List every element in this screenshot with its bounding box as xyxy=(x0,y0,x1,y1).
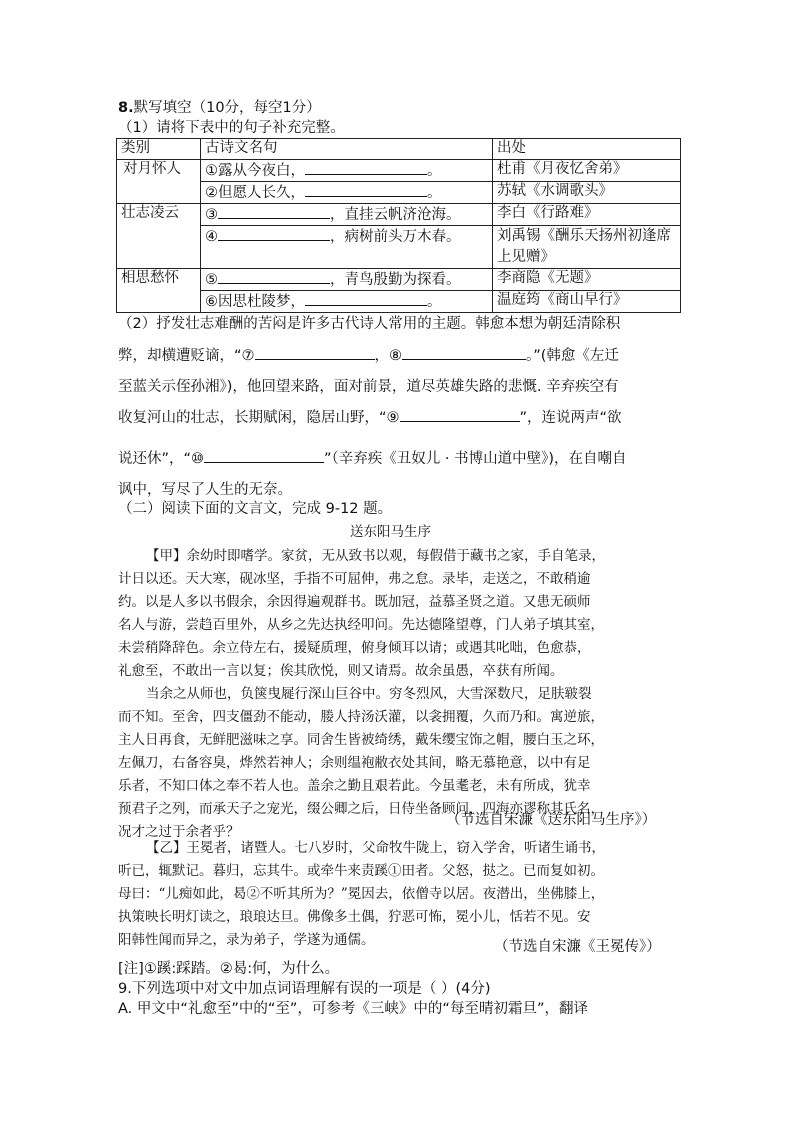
header-source: 出处 xyxy=(493,139,681,160)
classical-text-title: 送东阳马生序 xyxy=(350,524,431,540)
header-category: 类别 xyxy=(117,139,201,160)
jia-line: 而不知。至舍，四支僵劲不能动，媵人持汤沃灌，以衾拥覆，久而乃和。寓逆旅， xyxy=(118,709,604,725)
verse-cell: ③ ，直挂云帆济沧海。 xyxy=(201,204,493,226)
q8-title: 默写填空 xyxy=(133,100,192,116)
jia-line: 名人与游，尝趋百里外，从乡之先达执经叩问。先达德隆望尊，门人弟子填其室， xyxy=(118,617,604,633)
category-cell: 对月怀人 xyxy=(117,160,201,204)
question-9: 9.下列选项中对文中加点词语理解有误的一项是（ ）(4分) xyxy=(118,981,491,997)
question-9-option-a: A. 甲文中“礼愈至”中的“至”，可参考《三峡》中的“每至晴初霜旦”，翻译 xyxy=(118,1001,588,1017)
verse-cell: ⑥因思杜陵梦， 。 xyxy=(201,291,493,313)
q8-part1-instruction: （1）请将下表中的句子补充完整。 xyxy=(118,120,345,136)
answer-blank-4[interactable] xyxy=(218,226,330,241)
jia-line: 预君子之列，而承天子之宠光，缀公卿之后，日侍坐备顾问，四海亦谬称其氏名， xyxy=(118,801,604,817)
yi-line: 【乙】王冕者，诸暨人。七八岁时，父命牧牛陇上，窃入学舍，听诸生诵书， xyxy=(146,840,605,856)
table-row xyxy=(117,269,681,291)
verse-cell: ①露从今夜白， 。 xyxy=(201,160,493,182)
answer-blank-2[interactable] xyxy=(305,182,427,197)
yi-line: 执策映长明灯读之，琅琅达旦。佛像多土偶，狞恶可怖，冕小儿，恬若不见。安 xyxy=(118,909,591,925)
jia-line: 当余之从师也，负箧曳屣行深山巨谷中。穷冬烈风，大雪深数尺，足肤皲裂 xyxy=(146,686,592,702)
yi-source: （节选自宋濂《王冕传》） xyxy=(494,939,661,955)
verse-cell: ⑤ ，青鸟殷勤为探看。 xyxy=(201,269,493,291)
source-cell: 李白《行路难》 xyxy=(493,204,681,226)
yi-line: 听已，辄默记。暮归，忘其牛。或牵牛来责蹊①田者。父怒，挞之。已而复如初。 xyxy=(118,863,604,879)
jia-line: 左佩刀，右备容臭，烨然若神人；余则缊袍敝衣处其间，略无慕艳意，以中有足 xyxy=(118,755,591,771)
footnote: [注]①蹊:踩踏。②曷:何，为什么。 xyxy=(118,961,340,977)
poetry-table xyxy=(116,138,681,313)
answer-blank-9[interactable] xyxy=(400,407,520,422)
answer-blank-7[interactable] xyxy=(255,345,375,360)
category-cell: 相思愁怀 xyxy=(117,269,201,313)
source-cell: 刘禹锡《酬乐天扬州初逢席上见赠》 xyxy=(493,226,681,269)
source-cell: 苏轼《水调歌头》 xyxy=(493,182,681,204)
yi-line: 阳韩性闻而异之，录为弟子，学遂为通儒。 xyxy=(118,932,375,948)
source-cell: 李商隐《无题》 xyxy=(493,269,681,291)
source-cell: 杜甫《月夜忆舍弟》 xyxy=(493,160,681,182)
jia-line: 主人日再食，无鲜肥滋味之享。同舍生皆被绮绣，戴朱缨宝饰之帽，腰白玉之环， xyxy=(118,732,604,748)
answer-blank-10[interactable] xyxy=(204,448,324,463)
yi-line: 母曰：“儿痴如此，曷②不听其所为？”冕因去，依僧寺以居。夜潜出，坐佛膝上， xyxy=(118,886,605,902)
answer-blank-8[interactable] xyxy=(402,345,526,360)
table-row xyxy=(117,160,681,182)
jia-line: 【甲】余幼时即嗜学。家贫，无从致书以观，每假借于藏书之家，手自笔录， xyxy=(146,548,605,564)
source-cell: 温庭筠《商山早行》 xyxy=(493,291,681,313)
answer-blank-1[interactable] xyxy=(305,160,427,175)
q8-score: （10分，每空1分） xyxy=(191,100,321,116)
category-cell: 壮志凌云 xyxy=(117,204,201,269)
table-row xyxy=(117,204,681,226)
question-8-heading xyxy=(118,99,321,117)
header-verse: 古诗文名句 xyxy=(201,139,493,160)
q8-number: 8. xyxy=(118,100,134,116)
answer-blank-6[interactable] xyxy=(305,291,427,306)
table-row xyxy=(117,291,681,313)
jia-line: 况才之过于余者乎？ xyxy=(118,824,240,840)
jia-source: （节选自宋濂《送东阳马生序》） xyxy=(446,812,657,828)
table-header-row xyxy=(117,139,681,160)
exam-page: 8.默写填空（10分，每空1分） （1）请将下表中的句子补充完整。 类别 古诗文名句 出处 对月怀人 ①露从今夜白， 。 杜甫《月夜忆舍弟》 ②但愿人长久， 。 苏轼《水调歌头》 壮志凌云 ③ ，直挂云帆济沧海。 李白《行路难》 ④ ，病树前头万木春。 刘禹锡《酬乐天扬州初逢席上见赠》 相思愁怀 ⑤ ，青鸟殷勤为探看。 李商隐《无题》 ⑥因思杜陵梦， 。 温庭筠《商山早行》 （2）抒发壮志难酬的苦闷是许多古代诗人常用的主题。韩愈本想为朝廷清除积 弊，却横遭贬谪，“⑦ ，⑧ 。”(韩愈《左迁 至蓝关示侄孙湘》)，他回望来路，面对前景，道尽英雄失路的悲慨. 辛弃疾空有 收复河山的壮志，长期赋闲，隐居山野，“⑨ ”，连说两声“欲 说还休”，“⑩ ”（辛弃疾《丑奴儿 · 书博山道中壁》)，在自嘲自 讽中，写尽了人生的无奈。 （二）阅读下面的文言文，完成 9-12 题。 送东阳马生序 【甲】余幼时即嗜学。家贫，无从致书以观，每假借于藏书之家，手自笔录， 计日以还。天大寒，砚冰坚，手指不可屈伸，弗之怠。录毕，走送之，不敢稍逾 约。以是人多以书假余，余因得遍观群书。既加冠，益慕圣贤之道。又患无硕师 名人与游，尝趋百里外，从乡之先达执经叩问。先达德隆望尊，门人弟子填其室， 未尝稍降辞色。余立侍左右，援疑质理，俯身倾耳以请；或遇其叱咄，色愈恭， 礼愈至，不敢出一言以复；俟其欣悦，则又请焉。故余虽愚，卒获有所闻。 当余之从师也，负箧曳屣行深山巨谷中。穷冬烈风，大雪深数尺，足肤皲裂 而不知。至舍，四支僵劲不能动，媵人持汤沃灌，以衾拥覆，久而乃和。寓逆旅， 主人日再食，无鲜肥滋味之享。同舍生皆被绮绣，戴朱缨宝饰之帽，腰白玉之环， 左佩刀，右备容臭，烨然若神人；余则缊袍敝衣处其间，略无慕艳意，以中有足 乐者，不知口体之奉不若人也。盖余之勤且艰若此。今虽耄老，未有所成，犹幸 预君子之列，而承天子之宠光，缀公卿之后，日侍坐备顾问，四海亦谬称其氏名， 况才之过于余者乎？ （节选自宋濂《送东阳马生序》） 【乙】王冕者，诸暨人。七八岁时，父命牧牛陇上，窃入学舍，听诸生诵书， 听已，辄默记。暮归，忘其牛。或牵牛来责蹊①田者。父怒，挞之。已而复如初。 母曰：“儿痴如此，曷②不听其所为？”冕因去，依僧寺以居。夜潜出，坐佛膝上， 执策映长明灯读之，琅琅达旦。佛像多土偶，狞恶可怖，冕小儿，恬若不见。安 阳韩性闻而异之，录为弟子，学遂为通儒。 （节选自宋濂《王冕传》） [注]①蹊:踩踏。②曷:何，为什么。 9.下列选项中对文中加点词语理解有误的一项是（ ）(4分) A. 甲文中“礼愈至”中的“至”，可参考《三峡》中的“每至晴初霜旦”，翻译 xyxy=(0,0,794,1123)
jia-line: 乐者，不知口体之奉不若人也。盖余之勤且艰若此。今虽耄老，未有所成，犹幸 xyxy=(118,778,591,794)
jia-line: 礼愈至，不敢出一言以复；俟其欣悦，则又请焉。故余虽愚，卒获有所闻。 xyxy=(118,663,564,679)
jia-line: 未尝稍降辞色。余立侍左右，援疑质理，俯身倾耳以请；或遇其叱咄，色愈恭， xyxy=(118,640,591,656)
answer-blank-3[interactable] xyxy=(218,204,330,219)
table-row xyxy=(117,226,681,269)
table-row xyxy=(117,182,681,204)
verse-cell: ②但愿人长久， 。 xyxy=(201,182,493,204)
jia-line: 约。以是人多以书假余，余因得遍观群书。既加冠，益慕圣贤之道。又患无硕师 xyxy=(118,594,591,610)
jia-line: 计日以还。天大寒，砚冰坚，手指不可屈伸，弗之怠。录毕，走送之，不敢稍逾 xyxy=(118,571,591,587)
section-2-heading: （二）阅读下面的文言文，完成 9-12 题。 xyxy=(118,501,393,517)
answer-blank-5[interactable] xyxy=(218,269,330,284)
verse-cell: ④ ，病树前头万木春。 xyxy=(201,226,493,269)
